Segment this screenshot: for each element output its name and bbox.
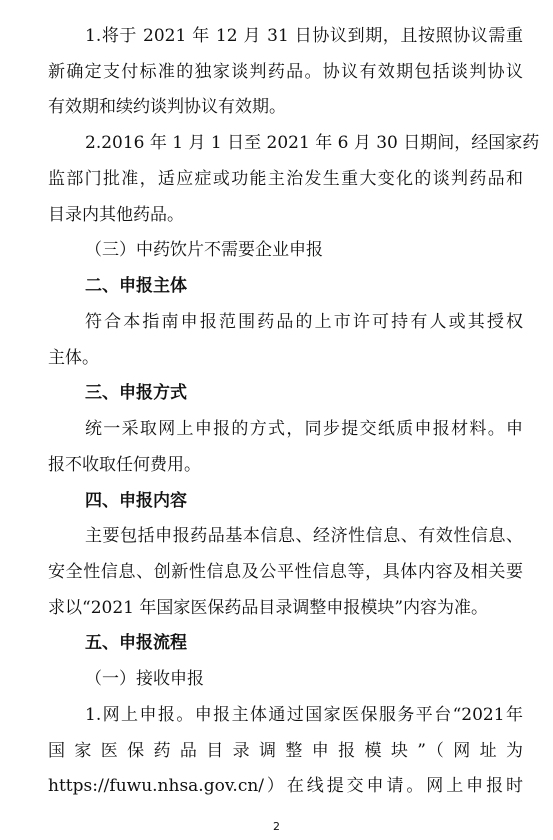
- paragraph-line: 主要包括申报药品基本信息、经济性信息、有效性信息、: [85, 526, 523, 546]
- paragraph-line: 统一采取网上申报的方式，同步提交纸质申报材料。申: [85, 419, 523, 439]
- subsection-heading: （一）接收申报: [85, 669, 204, 689]
- paragraph-line: https://fuwu.nhsa.gov.cn/）在线提交申请。网上申报时: [48, 776, 523, 796]
- paragraph-line: 安全性信息、创新性信息及公平性信息等，具体内容及相关要: [48, 562, 523, 582]
- section-heading: 五、申报流程: [85, 633, 187, 653]
- paragraph-line: 2.2016 年 1 月 1 日至 2021 年 6 月 30 日期间，经国家药: [85, 133, 540, 153]
- paragraph-line: 符合本指南申报范围药品的上市许可持有人或其授权: [85, 312, 523, 332]
- paragraph-line: 1.网上申报。申报主体通过国家医保服务平台“2021年: [85, 705, 523, 725]
- section-heading: 四、申报内容: [85, 491, 187, 511]
- paragraph-line: 目录内其他药品。: [48, 205, 184, 225]
- page-number: 2: [273, 820, 280, 833]
- paragraph-line: 报不收取任何费用。: [48, 455, 201, 475]
- paragraph-line: 1.将于 2021 年 12 月 31 日协议到期，且按照协议需重: [85, 26, 523, 46]
- subsection-heading: （三）中药饮片不需要企业申报: [85, 240, 323, 260]
- section-heading: 二、申报主体: [85, 276, 187, 296]
- section-heading: 三、申报方式: [85, 383, 187, 403]
- paragraph-line: 国家医保药品目录调整申报模块”（网址为: [48, 741, 523, 761]
- paragraph-line: 新确定支付标准的独家谈判药品。协议有效期包括谈判协议: [48, 62, 523, 82]
- paragraph-line: 监部门批准，适应症或功能主治发生重大变化的谈判药品和: [48, 169, 523, 189]
- paragraph-line: 主体。: [48, 348, 99, 368]
- paragraph-line: 有效期和续约谈判协议有效期。: [48, 97, 286, 117]
- paragraph-line: 求以“2021 年国家医保药品目录调整申报模块”内容为准。: [48, 598, 489, 618]
